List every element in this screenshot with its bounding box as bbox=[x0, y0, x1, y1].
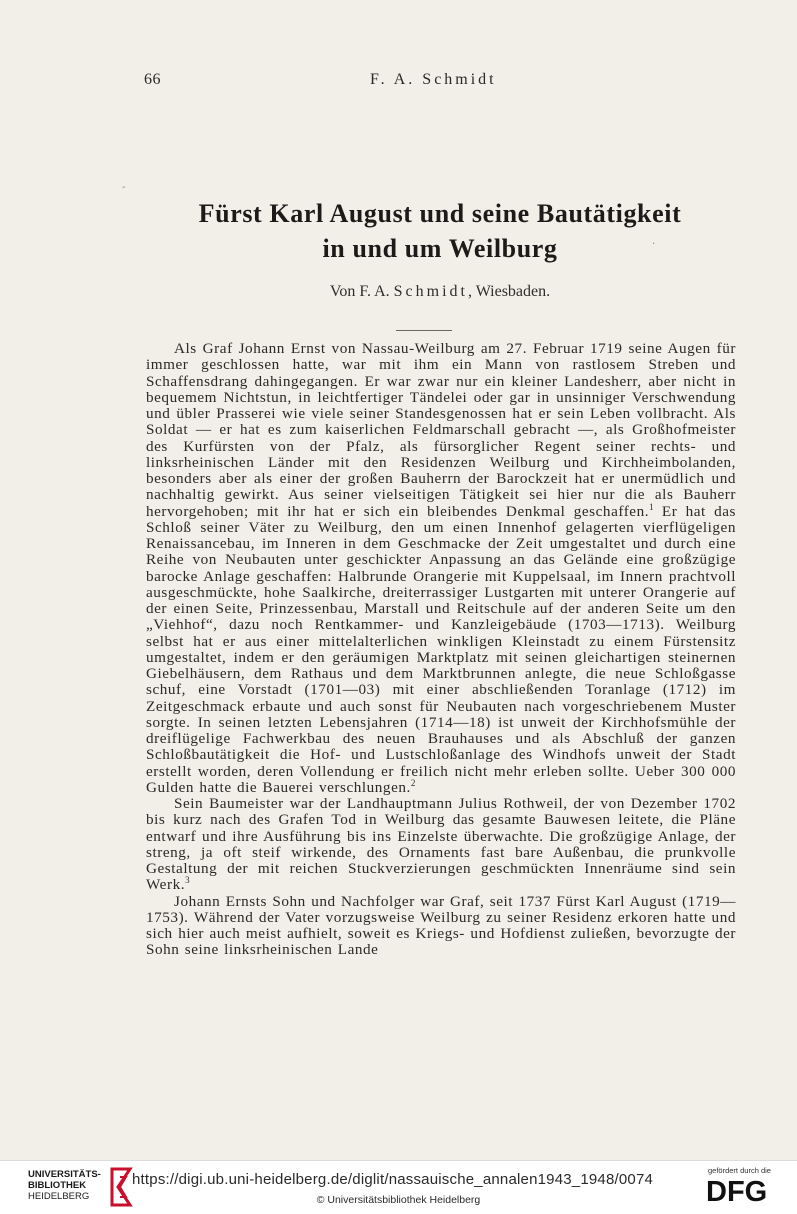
margin-mark: · bbox=[652, 239, 656, 250]
footnote-ref-3: 3 bbox=[185, 875, 190, 886]
paragraph-1 bbox=[146, 341, 736, 796]
byline bbox=[120, 283, 760, 301]
page-number: 66 bbox=[144, 71, 161, 88]
paragraph-3 bbox=[146, 894, 736, 959]
byline-suffix: , Wiesbaden. bbox=[467, 283, 551, 300]
article-title bbox=[120, 196, 760, 266]
paragraph-3-text: Johann Ernsts Sohn und Nachfolger war Graf, seit 1737 Fürst Karl August (1719—1753). Während der Vater vorzugsweise Weilburg zu seiner Residenz erkoren hatte und sich hier auch meist aufhielt, soweit es Kriegs- und Hofdienst zuließen, bevorzugte der Sohn seine linksrheinischen Lande bbox=[146, 892, 736, 959]
page-header bbox=[144, 71, 734, 91]
library-name-line-3: HEIDELBERG bbox=[28, 1191, 90, 1202]
library-name-line-2: BIBLIOTHEK bbox=[28, 1180, 87, 1191]
footnote-ref-1: 1 bbox=[649, 501, 654, 512]
paragraph-2 bbox=[146, 796, 736, 894]
margin-mark: - bbox=[122, 182, 126, 193]
title-line-1: Fürst Karl August und seine Bautätigkeit bbox=[198, 199, 682, 228]
viewer-footer bbox=[0, 1160, 797, 1214]
library-name-line-1: UNIVERSITÄTS- bbox=[28, 1169, 101, 1180]
dfg-wordmark: DFG bbox=[706, 1176, 768, 1208]
funded-by-label: gefördert durch die bbox=[708, 1166, 771, 1175]
byline-author: Schmidt bbox=[393, 283, 468, 300]
running-head: F. A. Schmidt bbox=[370, 71, 497, 88]
permalink-url[interactable]: https://digi.ub.uni-heidelberg.de/diglit/nassauische_annalen1943_1948/0074 bbox=[132, 1171, 654, 1188]
paragraph-1-text-a: Als Graf Johann Ernst von Nassau-Weilburg am 27. Februar 1719 seine Augen für immer geschlossen hatte, war mit ihm ein Mann von rastlosem Streben und Schaffensdrang dahingegangen. Er war zwar nur ein kleiner Landesherr, aber nicht in bequemem Nichtstun, in leichtfertiger Tändelei oder gar in unsinniger Verschwendung und übler Prasserei wie viele seiner Standesgenossen hat er sein Leben vollbracht. Als Soldat — er hat es zum kaiserlichen Feldmarschall gebracht —, als Großhofmeister des Kurfürsten von der Pfalz, als fürsorglicher Regent seiner rechts- und linksrheinischen Länder mit den Residenzen Weilburg und Kirchheimbolanden, besonders aber als einer der großen Bauherrn der Barockzeit hat er unermüdlich und nachhaltig gewirkt. Aus seiner vielseitigen Tätigkeit sei hier nur die als Bauherr hervorgehoben; mit ihr hat er sich ein bleibendes Denkmal geschaffen. bbox=[146, 340, 736, 520]
copyright-notice: © Universitätsbibliothek Heidelberg bbox=[316, 1194, 481, 1206]
title-divider bbox=[396, 330, 452, 331]
article-body bbox=[146, 341, 736, 959]
dfg-logo[interactable] bbox=[704, 1165, 784, 1211]
byline-prefix: Von F. A. bbox=[329, 283, 390, 300]
title-line-2: in und um Weilburg bbox=[322, 234, 558, 263]
paragraph-2-text: Sein Baumeister war der Landhauptmann Julius Rothweil, der von Dezember 1702 bis kurz nach des Grafen Tod in Weilburg das gesamte Bauwesen leitete, die Pläne entwarf und ihre Ausführung bis ins Einzelste überwachte. Die großzügige Anlage, der streng, ja oft steif wirkende, des Ornaments fast bare Außenbau, die prunkvolle Gestaltung der mit reichen Stuckverzierungen geschmückten Innenräume sind sein Werk. bbox=[146, 795, 736, 894]
footnote-ref-2: 2 bbox=[410, 777, 416, 788]
paragraph-1-text-b: Er hat das Schloß seiner Väter zu Weilburg, den um einen Innenhof gelagerten vierflügeligen Renaissancebau, im Inneren in dem Geschmacke der Zeit umgestaltet und durch eine Reihe von Neubauten unter geschickter Anpassung an das Gelände eine großzügige barocke Anlage geschaffen: Halbrunde Orangerie mit Kuppelsaal, im Innern prachtvoll ausgeschmückte, hohe Saalkirche, dreiterrassiger Lustgarten mit unterer Orangerie auf der einen Seite, Prinzessenbau, Marstall und Reitschule auf der anderen Seite um den „Viehhof“, dazu noch Rentkammer- und Kanzleigebäude (1703—1713). Weilburg selbst hat er aus einer mittelalterlichen winkligen Kleinstadt zu einem Fürstensitz umgestaltet, indem er den geräumigen Marktplatz mit seinen gleichartigen steinernen Giebelhäusern, dem Rathaus und dem Marktbrunnen anlegte, die neue Schloßgasse schuf, eine Vorstadt (1701—03) mit einer abschließenden Toranlage (1712) im Zeitgeschmack erbaute und auch sonst für Neubauten nach vorgeschriebenem Muster sorgte. In seinen letzten Lebensjahren (1714—18) ist unweit der Kirchhofsmühle der dreiflügelige Fachwerkbau des neuen Brauhauses und als Abschluß der ganzen Schloßbautätigkeit die Hof- und Lustschloßanlage des Windhofs unweit der Stadt erstellt worden, deren Vollendung er freilich nicht mehr erleben sollte. Ueber 300 000 Gulden hatte die Bauerei verschlungen. bbox=[146, 502, 737, 796]
